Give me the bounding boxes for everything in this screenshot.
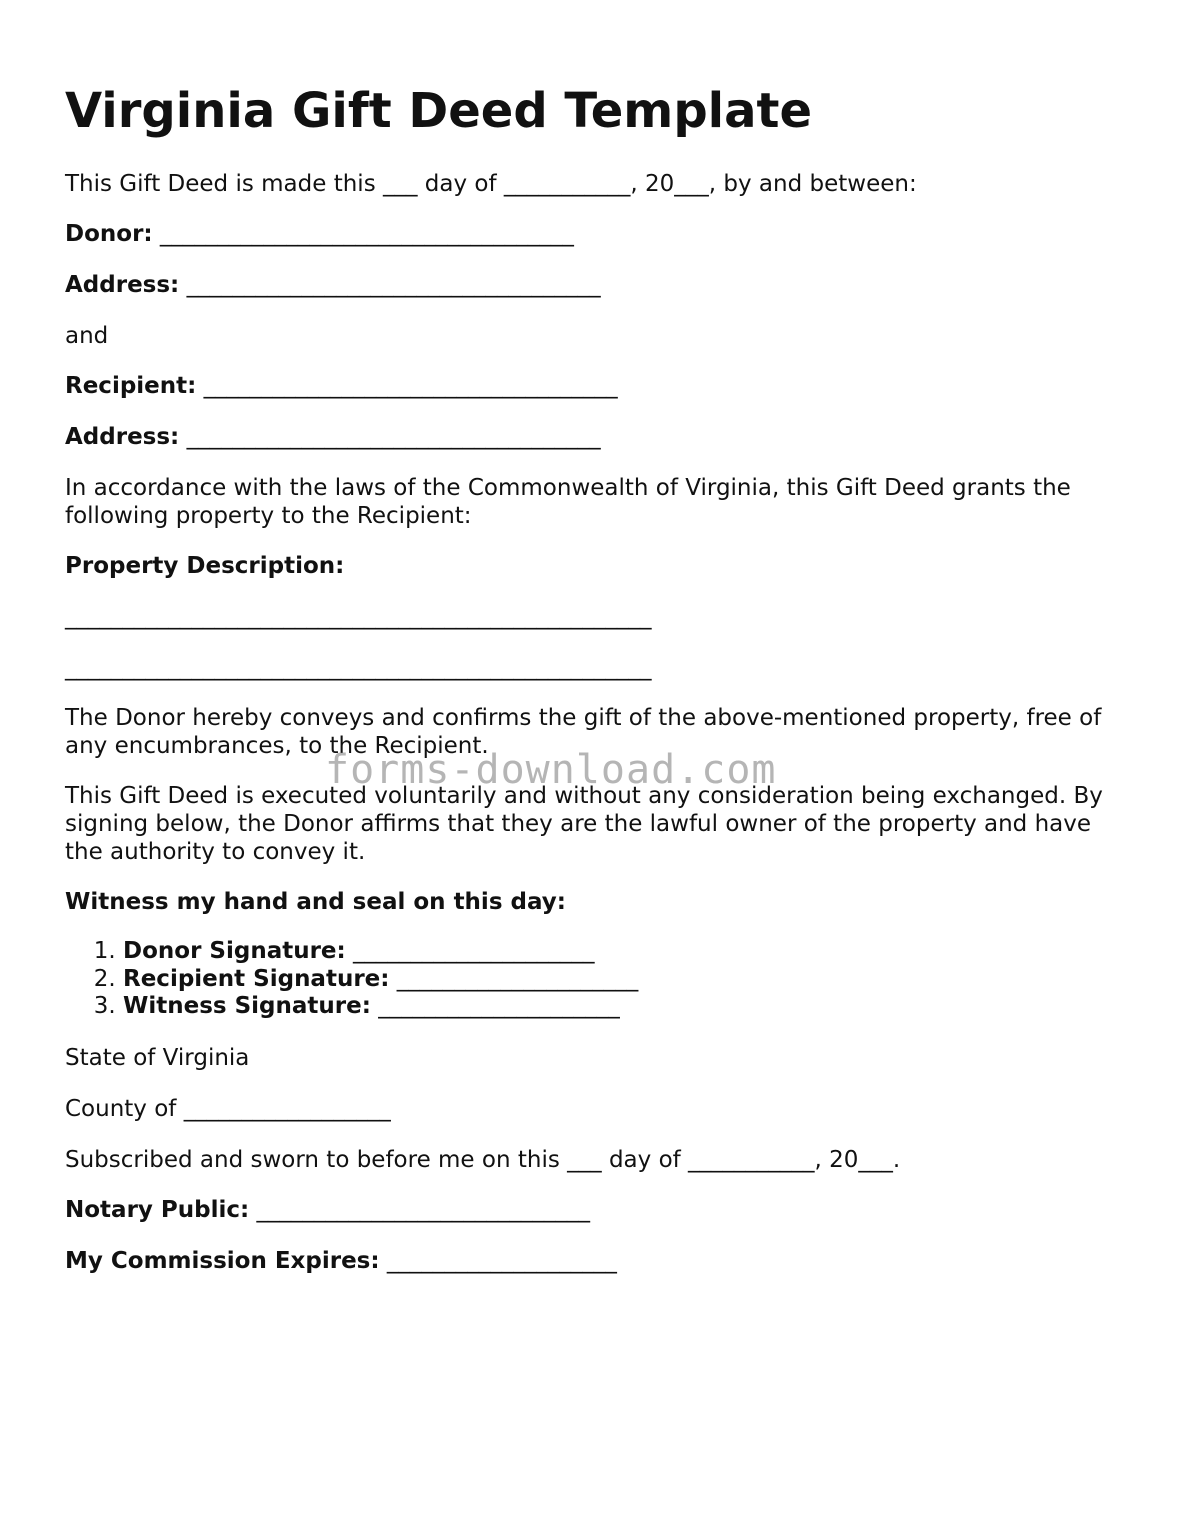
recipient-address-field: [65, 423, 601, 451]
commission-field: [65, 1247, 617, 1275]
signature-item-donor: [123, 938, 638, 966]
donor-signature-blank: _____________________: [353, 938, 595, 964]
recipient-signature-label: Recipient Signature:: [123, 965, 390, 992]
subscribed-text: Subscribed and sworn to before me on this ___ day of ___________, 20___.: [65, 1147, 901, 1173]
witness-heading: Witness my hand and seal on this day:: [65, 889, 566, 915]
witness-signature-label: Witness Signature:: [123, 993, 371, 1019]
property-description-line-1: ___________________________________________________: [65, 604, 652, 630]
notary-blank: _____________________________: [256, 1197, 591, 1223]
recipient-field: [65, 372, 618, 400]
county-text: County of __________________: [65, 1096, 391, 1122]
and-text: and: [65, 323, 109, 349]
signature-list: [65, 938, 638, 1021]
conveys-paragraph: The Donor hereby conveys and confirms the gift of the above-mentioned property, free of any encumbrances, to the Recipient.: [65, 705, 1102, 759]
notary-label: Notary Public:: [65, 1197, 250, 1223]
donor-signature-label: Donor Signature:: [123, 938, 346, 964]
signature-item-witness: [123, 993, 638, 1021]
recipient-signature-blank: _____________________: [396, 965, 639, 992]
page-title: Virginia Gift Deed Template: [65, 83, 813, 139]
state-text: State of Virginia: [65, 1045, 250, 1071]
donor-field: [65, 220, 574, 248]
donor-address-field: [65, 271, 601, 299]
recipient-blank: ____________________________________: [203, 373, 618, 399]
recipient-address-blank: ____________________________________: [186, 424, 601, 450]
recipient-address-label: Address:: [65, 424, 180, 450]
commission-blank: ____________________: [386, 1248, 617, 1274]
donor-address-label: Address:: [65, 272, 180, 298]
recipient-label: Recipient:: [65, 373, 197, 399]
notary-field: [65, 1196, 590, 1224]
property-description-line-2: ___________________________________________________: [65, 655, 652, 681]
commission-label: My Commission Expires:: [65, 1248, 380, 1274]
donor-label: Donor:: [65, 221, 153, 247]
donor-blank: ____________________________________: [159, 221, 574, 247]
signature-item-recipient: [123, 966, 638, 994]
donor-address-blank: ____________________________________: [186, 272, 601, 298]
intro-text: This Gift Deed is made this ___ day of ___________, 20___, by and between:: [65, 171, 917, 197]
property-description-label: Property Description:: [65, 553, 345, 579]
executed-paragraph: This Gift Deed is executed voluntarily and without any consideration being exchanged. By signing below, the Donor affirms that they are the lawful owner of the property and have the authority to convey it.: [65, 783, 1103, 865]
accordance-paragraph: In accordance with the laws of the Commonwealth of Virginia, this Gift Deed grants the following property to the Recipient:: [65, 475, 1071, 529]
watermark: forms-download.com: [325, 747, 777, 793]
witness-signature-blank: _____________________: [378, 993, 620, 1019]
